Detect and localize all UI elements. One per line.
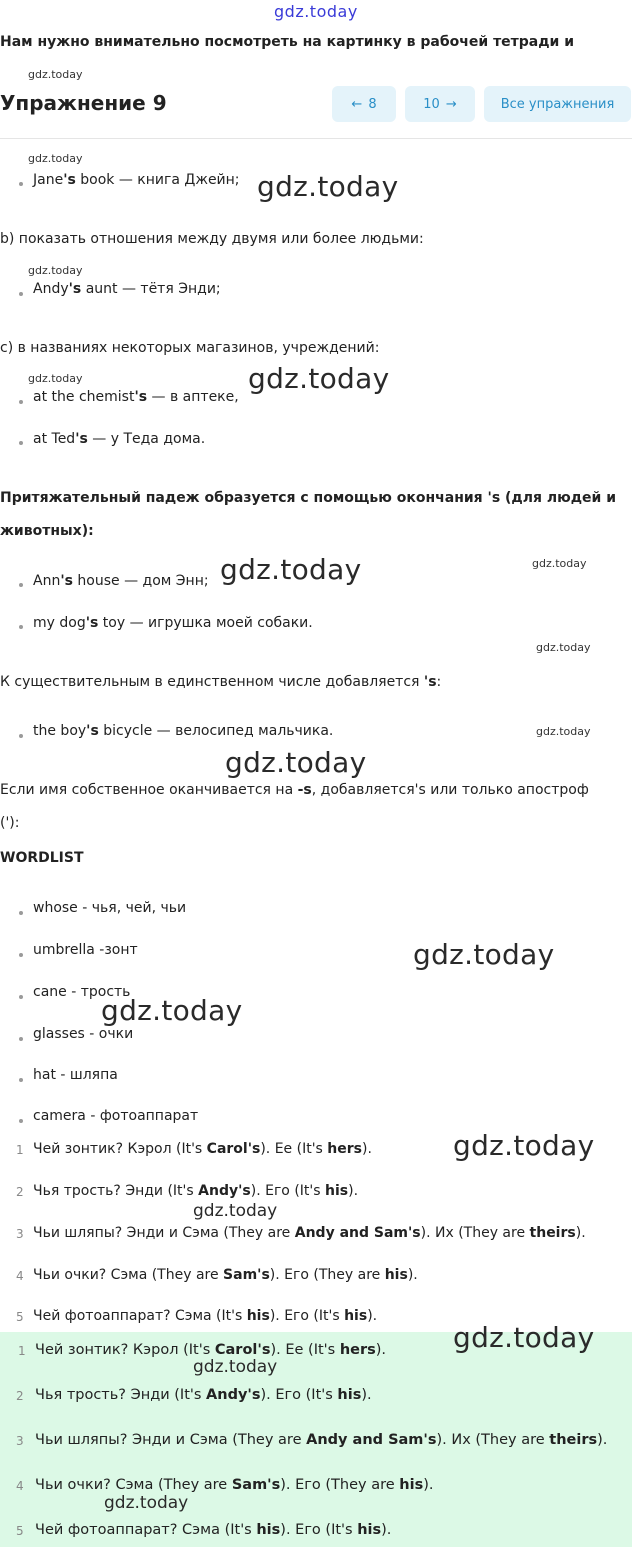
possessive-ending: 's bbox=[63, 172, 76, 188]
example-chemist bbox=[33, 389, 239, 405]
rule-b: b) показать отношения между двумя или более людьми: bbox=[0, 231, 424, 247]
answer-text: ). Ее (It's bbox=[270, 1342, 340, 1358]
wordlist-item: hat - шляпа bbox=[33, 1067, 118, 1083]
word: Jane bbox=[33, 172, 64, 188]
answer-line bbox=[33, 1141, 372, 1157]
rule-c: c) в названиях некоторых магазинов, учреждений: bbox=[0, 340, 380, 356]
watermark-large: gdz.today bbox=[453, 1129, 595, 1162]
answer-text: Чей зонтик? Кэрол (It's bbox=[33, 1141, 207, 1157]
example-jane bbox=[33, 172, 240, 188]
answer-number: 5 bbox=[16, 1310, 24, 1324]
answer-line bbox=[33, 1308, 377, 1324]
arrow-right-icon: → bbox=[445, 96, 457, 112]
possessive-ending: 's bbox=[86, 723, 99, 739]
answer-text: ). bbox=[361, 1387, 372, 1403]
bullet bbox=[19, 995, 23, 999]
answer-text: ). bbox=[381, 1522, 392, 1538]
answer-text: Чьи очки? Сэма (They are bbox=[35, 1477, 232, 1493]
answer-text: ). bbox=[423, 1477, 434, 1493]
wordlist-item: cane - трость bbox=[33, 984, 131, 1000]
watermark-large: gdz.today bbox=[413, 938, 555, 971]
answer-bold: hers bbox=[327, 1141, 362, 1157]
bullet bbox=[19, 734, 23, 738]
answer-text: ). bbox=[575, 1225, 586, 1241]
rule-text: : bbox=[436, 674, 442, 690]
answer-text: Чей фотоаппарат? Сэма (It's bbox=[35, 1522, 257, 1538]
example-ann bbox=[33, 573, 209, 589]
example-boy bbox=[33, 723, 333, 739]
answer-bold: Sam's bbox=[231, 1477, 281, 1493]
site-logo[interactable]: gdz.today bbox=[274, 2, 358, 21]
next-exercise-button[interactable] bbox=[405, 86, 475, 122]
prev-exercise-button[interactable] bbox=[332, 86, 396, 122]
answer-text: Чьи шляпы? Энди и Сэма (They are bbox=[35, 1432, 307, 1448]
answer-bold: his bbox=[256, 1522, 281, 1538]
answer-number: 1 bbox=[18, 1344, 26, 1358]
answer-bold: Andy's bbox=[206, 1387, 261, 1403]
answer-bold: theirs bbox=[549, 1432, 598, 1448]
translation: — в аптеке, bbox=[147, 389, 239, 405]
word: at the chemist bbox=[33, 389, 135, 405]
rule-text: , добавляется's или только апостроф bbox=[311, 782, 589, 798]
watermark-large: gdz.today bbox=[225, 746, 367, 779]
bullet bbox=[19, 911, 23, 915]
answer-number: 3 bbox=[16, 1434, 24, 1448]
watermark-large: gdz.today bbox=[220, 553, 362, 586]
page-title: Упражнение 9 bbox=[0, 91, 167, 115]
bullet bbox=[19, 1119, 23, 1123]
word: the boy bbox=[33, 723, 87, 739]
answer-bold: his bbox=[357, 1522, 382, 1538]
answer-text: ). bbox=[375, 1342, 387, 1358]
answer-number: 2 bbox=[16, 1185, 24, 1199]
bullet bbox=[19, 583, 23, 587]
translation: bicycle — велосипед мальчика. bbox=[98, 723, 334, 739]
answer-number: 1 bbox=[16, 1143, 24, 1157]
answer-number: 2 bbox=[16, 1389, 24, 1403]
header-divider bbox=[0, 138, 632, 139]
translation: toy — игрушка моей собаки. bbox=[98, 615, 313, 631]
answer-text: ). Его (It's bbox=[269, 1308, 345, 1324]
answer-bold: Andy's bbox=[198, 1183, 251, 1199]
answer-line bbox=[33, 1225, 586, 1241]
answer-number: 4 bbox=[16, 1479, 24, 1493]
watermark-medium: gdz.today bbox=[193, 1201, 278, 1221]
word: at Ted bbox=[33, 431, 76, 447]
example-ted bbox=[33, 431, 205, 447]
suffix: -s bbox=[297, 782, 312, 798]
answer-number: 4 bbox=[16, 1269, 24, 1283]
rule-possessive: Притяжательный падеж образуется с помощью окончания 's (для людей и bbox=[0, 490, 617, 506]
bullet bbox=[19, 1078, 23, 1082]
answer-bold: Sam's bbox=[223, 1267, 270, 1283]
answer-text: Чьи очки? Сэма (They are bbox=[33, 1267, 224, 1283]
watermark-large: gdz.today bbox=[453, 1321, 595, 1354]
answer-text: Чей фотоаппарат? Сэма (It's bbox=[33, 1308, 247, 1324]
bullet bbox=[19, 182, 23, 186]
answer-number: 3 bbox=[16, 1227, 24, 1241]
answer-text: ). Их (They are bbox=[420, 1225, 530, 1241]
translation: — у Теда дома. bbox=[87, 431, 206, 447]
example-andy bbox=[33, 281, 221, 297]
answer-text: ). Его (It's bbox=[260, 1387, 338, 1403]
answer-bold: Carol's bbox=[206, 1141, 261, 1157]
possessive-ending: 's bbox=[423, 674, 437, 690]
answer-bold: his bbox=[337, 1387, 362, 1403]
answer-bold: hers bbox=[339, 1342, 376, 1358]
word: Ann bbox=[33, 573, 61, 589]
answer-bold: his bbox=[344, 1308, 368, 1324]
answer-bold: Andy and Sam's bbox=[294, 1225, 421, 1241]
wordlist-heading: WORDLIST bbox=[0, 850, 84, 866]
answer-bold: his bbox=[246, 1308, 270, 1324]
answer-text: ). bbox=[348, 1183, 359, 1199]
answer-bold: Carol's bbox=[214, 1342, 271, 1358]
watermark-small: gdz.today bbox=[28, 372, 83, 385]
answer-text: Чей зонтик? Кэрол (It's bbox=[35, 1342, 215, 1358]
bullet bbox=[19, 625, 23, 629]
watermark-small: gdz.today bbox=[28, 68, 83, 81]
watermark-large: gdz.today bbox=[248, 362, 390, 395]
all-exercises-button[interactable] bbox=[484, 86, 631, 122]
watermark-medium: gdz.today bbox=[104, 1493, 189, 1513]
prev-exercise-label: 8 bbox=[368, 96, 377, 112]
answer-number: 5 bbox=[16, 1524, 24, 1538]
watermark-small: gdz.today bbox=[536, 725, 591, 738]
answer-bold: his bbox=[384, 1267, 408, 1283]
rule-text: Если имя собственное оканчивается на bbox=[0, 782, 298, 798]
answer-bold: his bbox=[325, 1183, 349, 1199]
translation: house — дом Энн; bbox=[72, 573, 209, 589]
answer-line bbox=[35, 1477, 434, 1493]
answer-text: ). Их (They are bbox=[436, 1432, 550, 1448]
answer-line bbox=[35, 1387, 372, 1403]
watermark-large: gdz.today bbox=[101, 994, 243, 1027]
possessive-ending: 's bbox=[134, 389, 148, 405]
watermark-small: gdz.today bbox=[28, 264, 83, 277]
arrow-left-icon: ← bbox=[351, 96, 363, 112]
wordlist-item: glasses - очки bbox=[33, 1026, 134, 1042]
word: Andy bbox=[33, 281, 69, 297]
watermark-large: gdz.today bbox=[257, 170, 399, 203]
answer-bold: theirs bbox=[529, 1225, 576, 1241]
watermark-small: gdz.today bbox=[536, 641, 591, 654]
possessive-ending: 's bbox=[85, 615, 99, 631]
answer-text: ). Ее (It's bbox=[260, 1141, 328, 1157]
possessive-ending: 's bbox=[75, 431, 88, 447]
answer-line bbox=[35, 1342, 386, 1358]
watermark-small: gdz.today bbox=[28, 152, 83, 165]
answer-bold: his bbox=[399, 1477, 424, 1493]
translation: book — книга Джейн; bbox=[75, 172, 240, 188]
answer-text: ). bbox=[407, 1267, 418, 1283]
intro-text: Нам нужно внимательно посмотреть на картинку в рабочей тетради и bbox=[0, 34, 575, 50]
rule-possessive-cont: животных): bbox=[0, 523, 94, 539]
bullet bbox=[19, 1037, 23, 1041]
answer-text: ). bbox=[362, 1141, 372, 1157]
example-dog bbox=[33, 615, 313, 631]
answer-line bbox=[35, 1432, 607, 1448]
answer-text: ). Его (It's bbox=[250, 1183, 325, 1199]
watermark-medium: gdz.today bbox=[193, 1357, 278, 1377]
possessive-ending: 's bbox=[68, 281, 82, 297]
wordlist-item: camera - фотоаппарат bbox=[33, 1108, 199, 1124]
rule-proper-names bbox=[0, 782, 589, 798]
answer-line bbox=[33, 1267, 418, 1283]
next-exercise-label: 10 bbox=[423, 96, 440, 112]
answer-text: Чья трость? Энди (It's bbox=[33, 1183, 199, 1199]
translation: aunt — тётя Энди; bbox=[81, 281, 221, 297]
wordlist-item: umbrella -зонт bbox=[33, 942, 138, 958]
answer-bold: Andy and Sam's bbox=[306, 1432, 437, 1448]
rule-text: К существительным в единственном числе добавляется bbox=[0, 674, 424, 690]
answer-line bbox=[35, 1522, 391, 1538]
answer-text: ). bbox=[367, 1308, 378, 1324]
word: my dog bbox=[33, 615, 86, 631]
rule-proper-names-cont: ('): bbox=[0, 815, 20, 831]
answer-text: ). Его (It's bbox=[280, 1522, 358, 1538]
possessive-ending: 's bbox=[60, 573, 73, 589]
watermark-small: gdz.today bbox=[532, 557, 587, 570]
wordlist-item: whose - чья, чей, чьи bbox=[33, 900, 187, 916]
answer-text: ). bbox=[597, 1432, 608, 1448]
all-exercises-label: Все упражнения bbox=[500, 96, 615, 112]
bullet bbox=[19, 292, 23, 296]
answer-text: ). Его (They are bbox=[280, 1477, 400, 1493]
bullet bbox=[19, 400, 23, 404]
answer-text: Чья трость? Энди (It's bbox=[35, 1387, 207, 1403]
answer-line bbox=[33, 1183, 358, 1199]
answer-text: ). Его (They are bbox=[269, 1267, 385, 1283]
rule-singular bbox=[0, 674, 441, 690]
bullet bbox=[19, 953, 23, 957]
answer-text: Чьи шляпы? Энди и Сэма (They are bbox=[33, 1225, 295, 1241]
bullet bbox=[19, 441, 23, 445]
